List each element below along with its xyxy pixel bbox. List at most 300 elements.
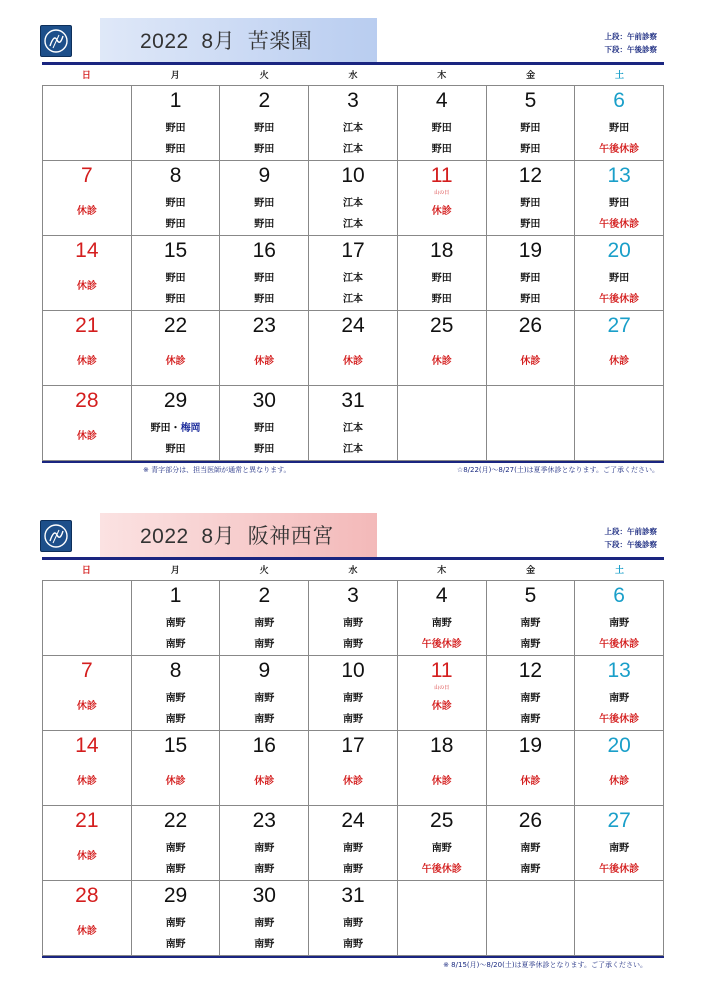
weekday-sun: 日	[81, 71, 91, 81]
am-doctor-name: 南野	[520, 843, 541, 854]
closed-label: 休診	[76, 776, 97, 787]
am-doctor	[220, 422, 308, 435]
am-doctor	[398, 617, 486, 630]
day-number: 15	[163, 239, 188, 262]
day-cell	[575, 236, 664, 311]
am-doctor-name: 野田	[254, 123, 275, 134]
day-number: 31	[341, 389, 365, 412]
pm-doctor: 南野	[342, 639, 363, 650]
day-number: 16	[252, 239, 276, 262]
footer-rule	[42, 461, 664, 463]
closed-label: 休診	[342, 356, 363, 367]
am-doctor-name: 野田	[520, 123, 541, 134]
day-cell	[398, 731, 487, 806]
am-doctor	[220, 842, 308, 855]
day-cell	[43, 311, 132, 386]
day-cell	[487, 656, 576, 731]
day-cell	[132, 731, 221, 806]
closed-label: 休診	[431, 701, 452, 712]
day-number: 21	[75, 809, 99, 832]
holiday-note: 山の日	[434, 190, 450, 196]
day-number: 27	[607, 314, 631, 337]
header-rule	[42, 557, 664, 560]
pm-doctor: 野田	[165, 444, 186, 455]
day-cell	[220, 806, 309, 881]
day-cell	[309, 881, 398, 956]
day-cell	[309, 161, 398, 236]
day-number: 18	[430, 734, 454, 757]
day-cell	[487, 86, 576, 161]
am-doctor-substitute: 梅岡	[180, 423, 201, 434]
day-number: 25	[430, 314, 454, 337]
am-doctor	[398, 272, 486, 285]
weekday-wed: 水	[348, 566, 358, 576]
day-number: 3	[347, 89, 359, 112]
am-doctor	[487, 122, 575, 135]
weekday-header-row	[42, 563, 664, 579]
closed-label: 休診	[431, 776, 452, 787]
am-doctor	[132, 692, 220, 705]
day-number: 10	[341, 659, 365, 682]
day-cell	[309, 656, 398, 731]
am-doctor-name: 南野	[342, 618, 363, 629]
day-number: 21	[75, 314, 99, 337]
am-doctor-name: 南野	[254, 693, 275, 704]
am-doctor-name: 南野	[520, 618, 541, 629]
holiday-note: 山の日	[434, 685, 450, 691]
legend-pm: 下段：午後診察	[604, 45, 657, 54]
weekday-fri: 金	[526, 71, 536, 81]
day-number: 28	[75, 884, 99, 907]
pm-closed-label: 午後休診	[421, 864, 462, 875]
day-cell	[398, 806, 487, 881]
footer-note-right: ☆8/22(月)～8/27(土)は夏季休診となります。ご了承ください。	[456, 466, 659, 474]
am-doctor	[575, 197, 663, 210]
am-doctor	[309, 692, 397, 705]
weekday-sat: 土	[614, 566, 624, 576]
am-doctor	[487, 617, 575, 630]
day-cell	[132, 806, 221, 881]
closed-label: 休診	[431, 356, 452, 367]
am-doctor	[309, 617, 397, 630]
am-doctor-name: 南野	[609, 843, 630, 854]
pm-closed-label: 午後休診	[599, 144, 640, 155]
am-doctor	[487, 197, 575, 210]
day-cell	[487, 731, 576, 806]
pm-doctor: 野田	[254, 219, 275, 230]
am-doctor	[575, 272, 663, 285]
am-doctor-name: 野田	[254, 423, 275, 434]
weekday-sat: 土	[614, 71, 624, 81]
am-doctor	[309, 917, 397, 930]
day-number: 27	[607, 809, 631, 832]
pm-doctor: 野田	[520, 294, 541, 305]
weekday-wed: 水	[348, 71, 358, 81]
calendar-title: 2022 8月 阪神西宮	[100, 513, 377, 557]
day-number: 17	[341, 239, 365, 262]
am-doctor	[487, 842, 575, 855]
day-cell	[132, 161, 221, 236]
pm-doctor: 南野	[342, 714, 363, 725]
day-cell	[309, 806, 398, 881]
day-number: 20	[607, 239, 631, 262]
am-doctor	[220, 272, 308, 285]
empty-cell	[487, 386, 576, 461]
day-number: 4	[435, 89, 448, 112]
pm-doctor: 江本	[342, 219, 363, 230]
day-cell	[398, 581, 487, 656]
day-cell	[398, 656, 487, 731]
weekday-tue: 火	[259, 71, 269, 81]
weekday-thu: 木	[437, 566, 447, 576]
am-doctor	[220, 692, 308, 705]
am-doctor-name: 南野	[165, 618, 186, 629]
day-number: 4	[435, 584, 448, 607]
day-cell	[575, 656, 664, 731]
closed-label: 休診	[76, 356, 97, 367]
clinic-logo-icon	[40, 25, 72, 57]
day-cell	[43, 161, 132, 236]
am-doctor	[132, 122, 220, 135]
am-doctor-name: 江本	[342, 123, 363, 134]
weekday-thu: 木	[437, 71, 447, 81]
day-number: 10	[341, 164, 365, 187]
pm-doctor: 南野	[165, 639, 186, 650]
pm-doctor: 南野	[342, 939, 363, 950]
day-cell	[309, 581, 398, 656]
am-doctor	[220, 617, 308, 630]
day-cell	[575, 581, 664, 656]
day-cell	[309, 386, 398, 461]
day-number: 11	[430, 164, 453, 187]
am-doctor-name: 江本	[342, 273, 363, 284]
day-number: 3	[347, 584, 359, 607]
am-doctor	[132, 917, 220, 930]
footer-rule	[42, 956, 664, 958]
pm-doctor: 南野	[520, 714, 541, 725]
day-cell	[487, 161, 576, 236]
day-cell	[43, 386, 132, 461]
day-cell	[309, 236, 398, 311]
day-number: 15	[163, 734, 188, 757]
am-doctor-name: 野田	[165, 273, 186, 284]
day-number: 5	[524, 89, 537, 112]
day-cell	[43, 236, 132, 311]
pm-doctor: 南野	[254, 714, 275, 725]
weekday-mon: 月	[170, 71, 180, 81]
closed-label: 休診	[609, 776, 630, 787]
day-number: 24	[341, 809, 365, 832]
pm-doctor: 野田	[520, 144, 541, 155]
pm-doctor: 江本	[342, 294, 363, 305]
day-cell	[487, 806, 576, 881]
weekday-tue: 火	[259, 566, 269, 576]
am-doctor-name: 南野	[609, 693, 630, 704]
am-doctor-name: 野田	[431, 123, 452, 134]
header-rule	[42, 62, 664, 65]
day-cell	[398, 86, 487, 161]
pm-doctor: 南野	[342, 864, 363, 875]
day-cell	[132, 656, 221, 731]
day-number: 20	[607, 734, 631, 757]
pm-doctor: 南野	[165, 714, 186, 725]
pm-doctor: 野田	[165, 219, 186, 230]
closed-label: 休診	[76, 206, 97, 217]
am-doctor-name: 野田	[520, 198, 541, 209]
weekday-sun: 日	[81, 566, 91, 576]
am-doctor	[220, 122, 308, 135]
day-number: 22	[163, 314, 188, 337]
empty-cell	[43, 86, 132, 161]
day-number: 22	[163, 809, 188, 832]
day-number: 31	[341, 884, 365, 907]
day-cell	[575, 731, 664, 806]
day-number: 17	[341, 734, 365, 757]
day-number: 30	[252, 389, 276, 412]
pm-doctor: 江本	[342, 144, 363, 155]
footer-note-left: ※ 青字部分は、担当医師が通常と異なります。	[143, 466, 291, 474]
clinic-logo-icon	[40, 520, 72, 552]
day-cell	[43, 881, 132, 956]
day-number: 19	[518, 239, 543, 262]
am-doctor-name: 野田	[609, 123, 630, 134]
closed-label: 休診	[254, 776, 275, 787]
am-doctor	[575, 692, 663, 705]
day-number: 7	[81, 164, 93, 187]
day-number: 29	[163, 389, 188, 412]
day-number: 1	[169, 89, 182, 112]
closed-label: 休診	[165, 356, 186, 367]
closed-label: 休診	[76, 281, 97, 292]
am-doctor-name: 野田	[609, 273, 630, 284]
am-doctor	[398, 842, 486, 855]
day-cell	[220, 86, 309, 161]
day-cell	[220, 386, 309, 461]
am-doctor-name: 南野	[254, 918, 275, 929]
day-number: 23	[252, 809, 276, 832]
day-number: 19	[518, 734, 543, 757]
pm-doctor: 南野	[520, 864, 541, 875]
day-cell	[309, 731, 398, 806]
day-number: 26	[518, 314, 543, 337]
day-number: 23	[252, 314, 276, 337]
day-number: 18	[430, 239, 454, 262]
pm-doctor: 南野	[165, 864, 186, 875]
pm-doctor: 南野	[165, 939, 186, 950]
day-cell	[575, 86, 664, 161]
day-cell	[309, 86, 398, 161]
day-number: 9	[258, 659, 271, 682]
day-cell	[43, 656, 132, 731]
day-cell	[398, 311, 487, 386]
am-doctor-name: 南野	[431, 618, 452, 629]
day-cell	[132, 581, 221, 656]
am-doctor-name: 野田	[520, 273, 541, 284]
day-number: 14	[75, 239, 99, 262]
legend-am: 上段：午前診察	[604, 32, 657, 41]
am-doctor	[132, 197, 220, 210]
day-number: 8	[169, 164, 182, 187]
closed-label: 休診	[76, 701, 97, 712]
day-cell	[132, 881, 221, 956]
day-cell	[132, 236, 221, 311]
am-doctor	[220, 917, 308, 930]
am-doctor	[398, 122, 486, 135]
day-number: 1	[169, 584, 182, 607]
day-number: 14	[75, 734, 99, 757]
day-cell	[220, 311, 309, 386]
pm-closed-label: 午後休診	[599, 639, 640, 650]
pm-doctor: 野田	[254, 444, 275, 455]
footer-note-right: ※ 8/15(月)～8/20(土)は夏季休診となります。ご了承ください。	[443, 961, 647, 969]
day-number: 11	[430, 659, 453, 682]
am-doctor	[132, 842, 220, 855]
am-doctor-name: 南野	[165, 693, 186, 704]
am-doctor-name: 野田	[431, 273, 452, 284]
empty-cell	[398, 881, 487, 956]
day-cell	[220, 881, 309, 956]
calendar-grid	[42, 85, 664, 461]
day-cell	[132, 311, 221, 386]
weekday-header-row	[42, 68, 664, 84]
closed-label: 休診	[165, 776, 186, 787]
am-doctor	[132, 422, 220, 435]
am-doctor-name: 南野	[431, 843, 452, 854]
am-doctor-name: 南野	[342, 918, 363, 929]
day-number: 26	[518, 809, 543, 832]
pm-doctor: 野田	[431, 294, 452, 305]
pm-doctor: 野田	[254, 144, 275, 155]
day-number: 2	[258, 89, 271, 112]
day-cell	[575, 806, 664, 881]
am-doctor-name: 野田	[609, 198, 630, 209]
am-doctor	[309, 842, 397, 855]
pm-closed-label: 午後休診	[599, 219, 640, 230]
pm-doctor: 野田	[165, 144, 186, 155]
pm-doctor: 南野	[254, 864, 275, 875]
day-number: 12	[518, 659, 543, 682]
empty-cell	[575, 881, 664, 956]
day-number: 8	[169, 659, 182, 682]
day-cell	[220, 236, 309, 311]
day-number: 13	[607, 164, 631, 187]
empty-cell	[487, 881, 576, 956]
day-number: 6	[613, 584, 625, 607]
closed-label: 休診	[342, 776, 363, 787]
calendar-title: 2022 8月 苦楽園	[100, 18, 377, 62]
am-doctor-name: 野田	[254, 273, 275, 284]
day-number: 29	[163, 884, 188, 907]
pm-doctor: 野田	[431, 144, 452, 155]
am-doctor	[309, 122, 397, 135]
pm-closed-label: 午後休診	[421, 639, 462, 650]
day-cell	[398, 236, 487, 311]
day-cell	[575, 311, 664, 386]
am-doctor-name: 南野	[342, 693, 363, 704]
day-cell	[575, 161, 664, 236]
day-cell	[220, 161, 309, 236]
day-cell	[220, 731, 309, 806]
closed-label: 休診	[431, 206, 452, 217]
closed-label: 休診	[254, 356, 275, 367]
day-number: 6	[613, 89, 625, 112]
legend-am: 上段：午前診察	[604, 527, 657, 536]
am-doctor	[487, 272, 575, 285]
am-doctor-name: 野田	[165, 123, 186, 134]
day-number: 30	[252, 884, 276, 907]
closed-label: 休診	[76, 431, 97, 442]
am-doctor-name: 南野	[520, 693, 541, 704]
day-cell	[43, 806, 132, 881]
day-cell	[43, 731, 132, 806]
pm-doctor: 南野	[520, 639, 541, 650]
am-doctor	[132, 272, 220, 285]
pm-doctor: 野田	[165, 294, 186, 305]
day-number: 28	[75, 389, 99, 412]
am-doctor	[132, 617, 220, 630]
am-doctor	[575, 122, 663, 135]
am-doctor-name: 南野	[165, 843, 186, 854]
pm-closed-label: 午後休診	[599, 864, 640, 875]
closed-label: 休診	[76, 926, 97, 937]
am-doctor-name: 野田	[254, 198, 275, 209]
am-doctor	[575, 617, 663, 630]
weekday-mon: 月	[170, 566, 180, 576]
am-doctor-name: 野田・	[150, 423, 181, 434]
am-doctor	[309, 422, 397, 435]
am-doctor	[575, 842, 663, 855]
day-number: 13	[607, 659, 631, 682]
pm-doctor: 南野	[254, 639, 275, 650]
legend-pm: 下段：午後診察	[604, 540, 657, 549]
am-doctor-name: 江本	[342, 423, 363, 434]
day-number: 25	[430, 809, 454, 832]
calendar-grid	[42, 580, 664, 956]
empty-cell	[43, 581, 132, 656]
am-doctor	[487, 692, 575, 705]
day-cell	[132, 386, 221, 461]
day-cell	[398, 161, 487, 236]
day-cell	[487, 236, 576, 311]
pm-doctor: 南野	[254, 939, 275, 950]
day-number: 2	[258, 584, 271, 607]
am-doctor-name: 南野	[165, 918, 186, 929]
day-number: 24	[341, 314, 365, 337]
empty-cell	[398, 386, 487, 461]
day-number: 12	[518, 164, 543, 187]
closed-label: 休診	[520, 356, 541, 367]
am-doctor-name: 南野	[254, 843, 275, 854]
closed-label: 休診	[520, 776, 541, 787]
am-doctor-name: 南野	[342, 843, 363, 854]
am-doctor-name: 野田	[165, 198, 186, 209]
day-number: 7	[81, 659, 93, 682]
day-cell	[220, 581, 309, 656]
day-number: 16	[252, 734, 276, 757]
day-cell	[309, 311, 398, 386]
pm-doctor: 野田	[520, 219, 541, 230]
pm-doctor: 江本	[342, 444, 363, 455]
pm-doctor: 野田	[254, 294, 275, 305]
am-doctor	[309, 197, 397, 210]
am-doctor-name: 南野	[254, 618, 275, 629]
am-doctor	[220, 197, 308, 210]
day-cell	[132, 86, 221, 161]
pm-closed-label: 午後休診	[599, 714, 640, 725]
day-cell	[487, 581, 576, 656]
day-cell	[487, 311, 576, 386]
day-cell	[220, 656, 309, 731]
